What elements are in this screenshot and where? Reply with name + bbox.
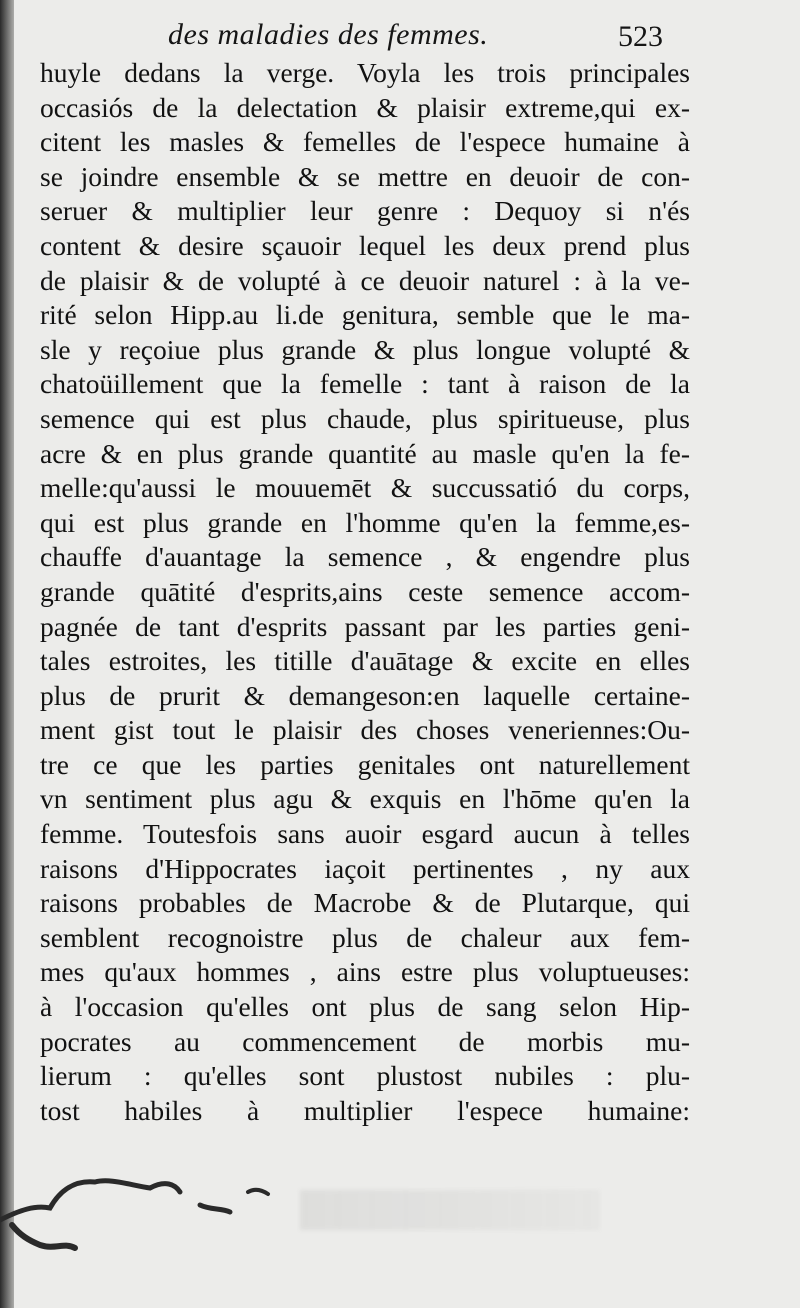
text-line: chatoüillement que la femelle : tant à raison de la: [40, 368, 690, 400]
text-line: se joindre ensemble & se mettre en deuoir de con-: [40, 160, 690, 192]
text-line: vn sentiment plus agu & exquis en l'hōme qu'en la: [40, 783, 690, 815]
running-head: des maladies des femmes.: [168, 18, 489, 51]
text-line: mes qu'aux hommes , ains estre plus voluptueuses:: [40, 956, 690, 988]
text-line: citent les masles & femelles de l'espece humaine à: [40, 126, 690, 158]
text-line: ment gist tout le plaisir des choses veneriennes:Ou-: [40, 714, 690, 746]
text-line: huyle dedans la verge. Voyla les trois principales: [40, 57, 690, 88]
text-line: melle:qu'aussi le mouuemēt & succussatió du corps,: [40, 472, 690, 504]
text-line: occasiós de la delectation & plaisir extreme,qui ex-: [40, 91, 690, 123]
text-line: à l'occasion qu'elles ont plus de sang selon Hip-: [40, 991, 690, 1023]
text-line: plus de prurit & demangeson:en laquelle certaine-: [40, 679, 690, 711]
text-line: raisons d'Hippocrates iaçoit pertinentes , ny aux: [40, 852, 690, 884]
text-line: seruer & multiplier leur genre : Dequoy si n'és: [40, 195, 690, 227]
text-line: chauffe d'auantage la semence , & engendre plus: [40, 541, 690, 573]
text-line: tost habiles à multiplier l'espece humaine:: [40, 1094, 690, 1126]
body-text: [40, 56, 690, 1128]
page-number: 523: [618, 20, 663, 53]
text-line: rité selon Hipp.au li.de genitura, semble que le ma-: [40, 299, 690, 331]
text-line: acre & en plus grande quantité au masle qu'en la fe-: [40, 437, 690, 469]
ink-smudge-mark: [0, 1150, 300, 1260]
text-line: lierum : qu'elles sont plustost nubiles : plu-: [40, 1060, 690, 1092]
text-line: content & desire sçauoir lequel les deux prend plus: [40, 229, 690, 261]
text-line: semence qui est plus chaude, plus spiritueuse, plus: [40, 402, 690, 434]
text-line: sle y reçoiue plus grande & plus longue volupté &: [40, 333, 690, 365]
text-line: qui est plus grande en l'homme qu'en la femme,es-: [40, 506, 690, 538]
text-line: tre ce que les parties genitales ont naturellement: [40, 748, 690, 780]
text-line: pagnée de tant d'esprits passant par les parties geni-: [40, 610, 690, 642]
text-line: grande quātité d'esprits,ains ceste semence accom-: [40, 575, 690, 607]
text-line: tales estroites, les titille d'auātage & excite en elles: [40, 645, 690, 677]
text-line: raisons probables de Macrobe & de Plutarque, qui: [40, 887, 690, 919]
text-line: pocrates au commencement de morbis mu-: [40, 1025, 690, 1057]
text-line: de plaisir & de volupté à ce deuoir naturel : à la ve-: [40, 264, 690, 296]
show-through-text: [300, 1190, 600, 1230]
text-line: semblent recognoistre plus de chaleur aux fem-: [40, 921, 690, 953]
text-line: femme. Toutesfois sans auoir esgard aucun à telles: [40, 818, 690, 850]
